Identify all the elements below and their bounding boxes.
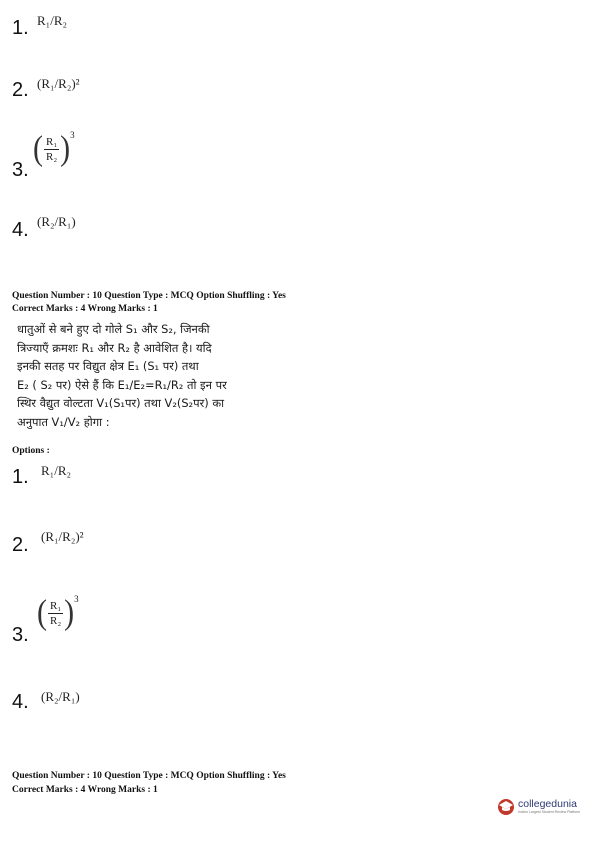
- question-text: [17, 320, 227, 431]
- question-line: इनकी सतह पर विद्युत क्षेत्र E₁ (S₁ पर) तथा: [17, 359, 199, 373]
- left-paren: (: [33, 129, 43, 168]
- graduation-cap-icon: [496, 796, 516, 816]
- option-text: R₁/R₂: [37, 13, 68, 28]
- question-line: E₂ ( S₂ पर) ऐसे हैं कि E₁/E₂=R₁/R₂ तो इन पर: [17, 377, 227, 392]
- fraction: [44, 135, 59, 164]
- option-number: 1.: [12, 466, 29, 488]
- option-number: 1.: [12, 17, 29, 39]
- next-marks-meta: Correct Marks : 4 Wrong Marks : 1: [12, 785, 158, 795]
- fraction: [48, 599, 63, 628]
- right-paren: ): [60, 129, 71, 168]
- collegedunia-logo: [496, 796, 580, 816]
- option-text: (R₁/R₂)²: [37, 76, 80, 91]
- option-number: 2.: [12, 79, 29, 101]
- numerator: R₁: [50, 599, 62, 612]
- question-line: धातुओं से बने हुए दो गोले S₁ और S₂, जिनकी: [17, 322, 210, 336]
- question-line: अनुपात V₁/V₂ होगा :: [17, 414, 110, 429]
- denominator: R₂: [46, 150, 58, 163]
- fraction-option: [37, 593, 79, 632]
- option-text: (R₂/R₁): [41, 689, 80, 704]
- logo-name: collegedunia: [518, 797, 577, 810]
- option-text: (R₁/R₂)²: [41, 529, 84, 544]
- option-number: 4.: [12, 691, 29, 713]
- fraction-option: [33, 129, 75, 168]
- exponent: 3: [74, 594, 79, 604]
- question-line: त्रिज्याएँ क्रमशः R₁ और R₂ है आवेशित है। यदि: [17, 340, 212, 355]
- option-number: 3.: [12, 624, 29, 646]
- marks-meta: Correct Marks : 4 Wrong Marks : 1: [12, 304, 158, 314]
- logo-text-group: [518, 799, 580, 814]
- option-number: 4.: [12, 219, 29, 241]
- numerator: R₁: [46, 135, 58, 148]
- denominator: R₂: [50, 614, 62, 627]
- option-text: (R₂/R₁): [37, 214, 76, 229]
- question-meta: Question Number : 10 Question Type : MCQ Option Shuffling : Yes: [12, 291, 286, 301]
- next-question-meta: Question Number : 10 Question Type : MCQ Option Shuffling : Yes: [12, 771, 286, 781]
- exponent: 3: [70, 130, 75, 140]
- left-paren: (: [37, 593, 47, 632]
- question-line: स्थिर वैद्युत वोल्टता V₁(S₁पर) तथा V₂(S₂पर) का: [17, 396, 225, 410]
- logo-tagline: India's Largest Student Review Platform: [518, 809, 581, 814]
- option-number: 2.: [12, 534, 29, 556]
- option-text: R₁/R₂: [41, 463, 72, 478]
- option-number: 3.: [12, 159, 29, 181]
- options-label: Options :: [12, 446, 50, 456]
- right-paren: ): [64, 593, 75, 632]
